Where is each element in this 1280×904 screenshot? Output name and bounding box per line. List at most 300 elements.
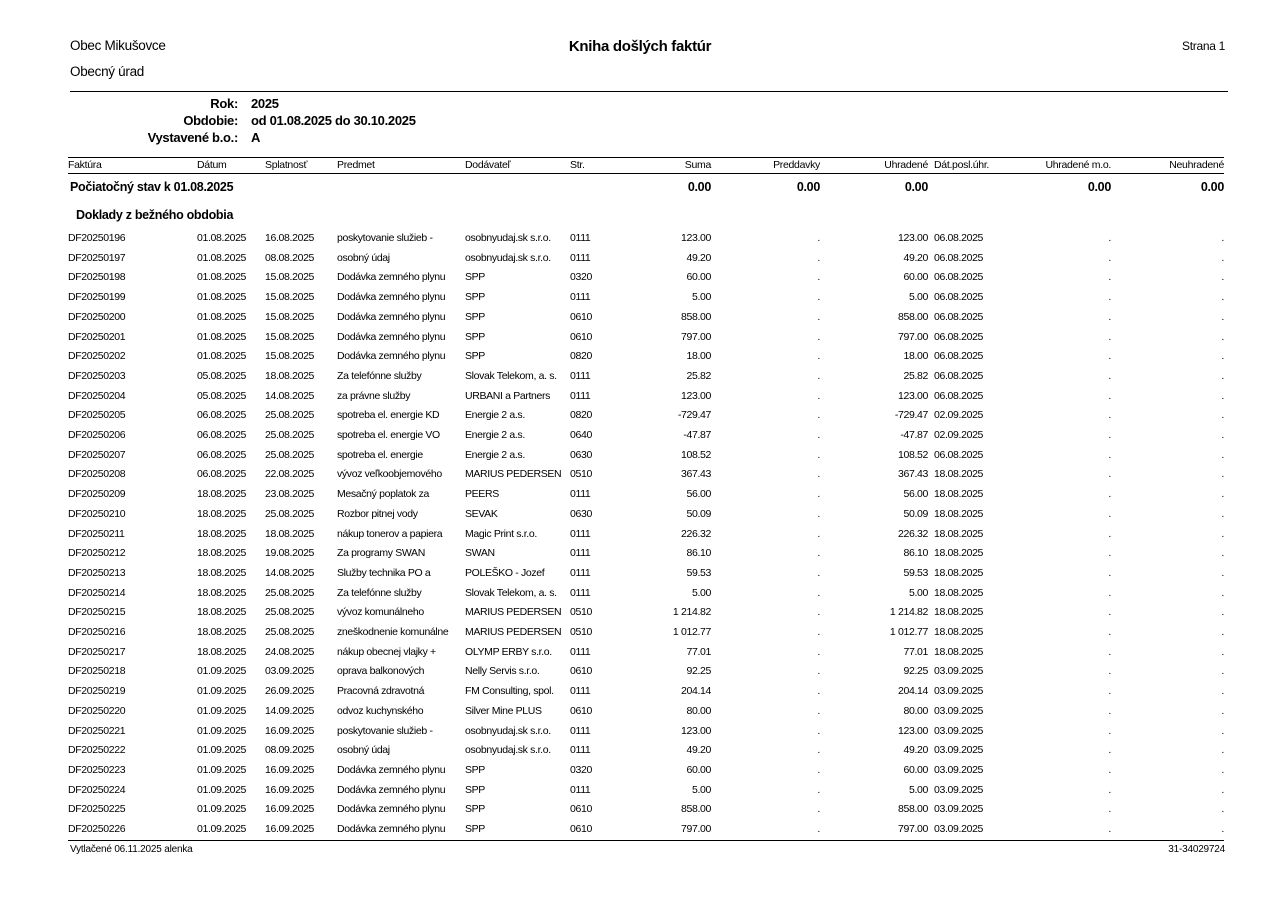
cell-neuhradene: . [1221,586,1224,599]
cell-dat-posl-uhr: 06.08.2025 [934,291,984,304]
cell-dat-posl-uhr: 06.08.2025 [934,389,984,402]
cell-faktura: DF20250197 [68,251,126,264]
column-header-suma: Suma [615,158,711,174]
header-divider [70,91,1228,92]
cell-neuhradene: . [1221,350,1224,363]
cell-datum: 18.08.2025 [197,488,247,501]
cell-uhradene: 123.00 [897,724,928,737]
cell-neuhradene: . [1221,251,1224,264]
meta-row-period [68,112,416,129]
cell-splatnost: 15.08.2025 [265,291,315,304]
meta-row-issued [68,129,416,146]
cell-dodavatel: Nelly Servis s.r.o. [465,665,540,678]
cell-splatnost: 15.08.2025 [265,271,315,284]
cell-suma: 797.00 [680,823,711,836]
cell-splatnost: 16.09.2025 [265,783,315,796]
cell-suma: -47.87 [683,429,711,442]
cell-predmet: spotreba el. energie [337,448,423,461]
cell-suma: 25.82 [686,369,711,382]
cell-uhradene: 797.00 [897,330,928,343]
cell-splatnost: 25.08.2025 [265,507,315,520]
table-row [68,761,1224,781]
cell-neuhradene: . [1221,803,1224,816]
cell-dodavatel: URBANI a Partners [465,389,551,402]
cell-dat-posl-uhr: 03.09.2025 [934,803,984,816]
table-row [68,623,1224,643]
cell-uhradene-mo: . [1108,310,1111,323]
cell-str: 0610 [570,803,592,816]
cell-dodavatel: Magic Print s.r.o. [465,527,537,540]
cell-splatnost: 15.08.2025 [265,350,315,363]
cell-faktura: DF20250214 [68,586,126,599]
cell-str: 0510 [570,606,592,619]
cell-faktura: DF20250204 [68,389,126,402]
cell-preddavky: . [817,468,820,481]
cell-neuhradene: . [1221,527,1224,540]
cell-dat-posl-uhr: 03.09.2025 [934,724,984,737]
cell-faktura: DF20250218 [68,665,126,678]
org-unit: Obecný úrad [70,64,144,79]
cell-dodavatel: Silver Mine PLUS [465,704,542,717]
cell-faktura: DF20250206 [68,429,126,442]
cell-predmet: vývoz komunálneho [337,606,424,619]
cell-datum: 05.08.2025 [197,369,247,382]
column-header-uhradene-mo: Uhradené m.o. [1004,158,1111,174]
cell-uhradene: 49.20 [903,744,928,757]
cell-preddavky: . [817,744,820,757]
cell-predmet: Dodávka zemného plynu [337,350,446,363]
cell-neuhradene: . [1221,547,1224,560]
table-row [68,722,1224,742]
section-header-label: Doklady z bežného obdobia [76,208,234,222]
cell-str: 0111 [570,369,591,382]
table-row [68,564,1224,584]
cell-predmet: Rozbor pitnej vody [337,507,418,520]
cell-predmet: Pracovná zdravotná [337,685,425,698]
cell-dodavatel: SWAN [465,547,495,560]
cell-str: 0111 [570,291,591,304]
cell-datum: 18.08.2025 [197,507,247,520]
cell-uhradene-mo: . [1108,488,1111,501]
cell-suma: -729.47 [677,409,711,422]
cell-splatnost: 15.08.2025 [265,330,315,343]
cell-uhradene-mo: . [1108,291,1111,304]
cell-preddavky: . [817,369,820,382]
cell-datum: 06.08.2025 [197,468,247,481]
meta-value-period: od 01.08.2025 do 30.10.2025 [251,113,416,128]
cell-dodavatel: osobnyudaj.sk s.r.o. [465,744,551,757]
table-row [68,347,1224,367]
cell-uhradene-mo: . [1108,409,1111,422]
cell-suma: 77.01 [686,645,711,658]
cell-preddavky: . [817,566,820,579]
cell-preddavky: . [817,724,820,737]
cell-suma: 367.43 [680,468,711,481]
cell-uhradene: 80.00 [903,704,928,717]
cell-uhradene: 123.00 [897,389,928,402]
cell-suma: 86.10 [686,547,711,560]
cell-dat-posl-uhr: 18.08.2025 [934,547,984,560]
cell-dat-posl-uhr: 02.09.2025 [934,409,984,422]
cell-preddavky: . [817,507,820,520]
cell-datum: 01.08.2025 [197,330,247,343]
cell-dat-posl-uhr: 06.08.2025 [934,310,984,323]
cell-dat-posl-uhr: 06.08.2025 [934,369,984,382]
cell-dodavatel: SEVAK [465,507,498,520]
cell-dat-posl-uhr: 18.08.2025 [934,586,984,599]
cell-preddavky: . [817,271,820,284]
cell-faktura: DF20250220 [68,704,126,717]
cell-uhradene: -47.87 [900,429,928,442]
cell-uhradene: 123.00 [897,232,928,244]
cell-suma: 59.53 [686,566,711,579]
table-row [68,485,1224,505]
table-row [68,308,1224,328]
page-number: Strana 1 [1182,39,1225,53]
table-row [68,702,1224,722]
cell-preddavky: . [817,626,820,639]
cell-str: 0111 [570,566,591,579]
cell-dodavatel: Energie 2 a.s. [465,448,525,461]
cell-str: 0510 [570,626,592,639]
cell-dodavatel: osobnyudaj.sk s.r.o. [465,251,551,264]
table-row [68,682,1224,702]
cell-splatnost: 25.08.2025 [265,409,315,422]
cell-suma: 49.20 [686,744,711,757]
table-row [68,229,1224,249]
table-row [68,367,1224,387]
column-header-dodavatel: Dodávateľ [465,158,570,174]
cell-uhradene-mo: . [1108,271,1111,284]
cell-predmet: Služby technika PO a [337,566,431,579]
table-row [68,800,1224,820]
cell-faktura: DF20250211 [68,527,125,540]
column-header-predmet: Predmet [337,158,465,174]
cell-dodavatel: Slovak Telekom, a. s. [465,369,557,382]
cell-str: 0510 [570,468,592,481]
cell-splatnost: 23.08.2025 [265,488,315,501]
cell-str: 0820 [570,350,592,363]
cell-faktura: DF20250221 [68,724,126,737]
cell-uhradene-mo: . [1108,547,1111,560]
cell-neuhradene: . [1221,606,1224,619]
cell-faktura: DF20250219 [68,685,126,698]
cell-datum: 18.08.2025 [197,566,247,579]
cell-uhradene: 0.00 [904,180,928,194]
cell-predmet: odvoz kuchynského [337,704,424,717]
cell-uhradene: 5.00 [908,783,928,796]
cell-splatnost: 16.09.2025 [265,763,315,776]
cell-datum: 01.09.2025 [197,803,247,816]
cell-neuhradene: . [1221,232,1224,244]
cell-neuhradene: . [1221,468,1224,481]
report-meta [68,95,416,146]
cell-dat-posl-uhr: 18.08.2025 [934,566,984,579]
table-row [68,465,1224,485]
cell-datum: 18.08.2025 [197,626,247,639]
cell-faktura: DF20250207 [68,448,126,461]
cell-suma: 60.00 [686,271,711,284]
table-row [68,603,1224,623]
cell-faktura: DF20250215 [68,606,126,619]
cell-splatnost: 24.08.2025 [265,645,315,658]
footer-printed: Vytlačené 06.11.2025 alenka [70,844,193,855]
column-header-datum: Dátum [197,158,265,174]
cell-predmet: Dodávka zemného plynu [337,763,446,776]
table-row [68,662,1224,682]
cell-neuhradene: . [1221,744,1224,757]
meta-label-issued: Vystavené b.o.: [147,130,238,145]
table-row [68,387,1224,407]
cell-faktura: DF20250210 [68,507,126,520]
cell-str: 0111 [570,389,591,402]
cell-uhradene-mo: . [1108,645,1111,658]
cell-neuhradene: . [1221,271,1224,284]
cell-splatnost: 26.09.2025 [265,685,315,698]
cell-predmet: Dodávka zemného plynu [337,291,446,304]
cell-neuhradene: . [1221,724,1224,737]
cell-datum: 01.08.2025 [197,271,247,284]
cell-dat-posl-uhr: 18.08.2025 [934,488,984,501]
cell-suma: 56.00 [686,488,711,501]
cell-uhradene: 858.00 [897,803,928,816]
meta-label-period: Obdobie: [183,113,238,128]
cell-faktura: DF20250217 [68,645,126,658]
cell-dodavatel: Energie 2 a.s. [465,429,525,442]
cell-dat-posl-uhr: 06.08.2025 [934,271,984,284]
column-header-splatnost: Splatnosť [265,158,337,174]
column-header-dat-posl-uhr: Dát.posl.úhr. [928,158,1004,174]
cell-dat-posl-uhr: 18.08.2025 [934,468,984,481]
report-title: Kniha došlých faktúr [568,38,712,55]
cell-predmet: Dodávka zemného plynu [337,310,446,323]
cell-datum: 01.09.2025 [197,823,247,836]
cell-splatnost: 25.08.2025 [265,448,315,461]
cell-suma: 797.00 [680,330,711,343]
cell-uhradene: 77.01 [903,645,928,658]
cell-predmet: poskytovanie služieb - [337,724,433,737]
cell-neuhradene: . [1221,783,1224,796]
cell-uhradene-mo: . [1108,823,1111,836]
cell-uhradene: 50.09 [903,507,928,520]
table-row [68,426,1224,446]
table-row [68,820,1224,840]
cell-preddavky: . [817,429,820,442]
table-row [68,781,1224,801]
cell-faktura: DF20250198 [68,271,126,284]
cell-preddavky: . [817,783,820,796]
cell-dat-posl-uhr: 06.08.2025 [934,330,984,343]
cell-splatnost: 16.09.2025 [265,724,315,737]
cell-preddavky: . [817,409,820,422]
cell-uhradene-mo: 0.00 [1087,180,1111,194]
cell-faktura: DF20250224 [68,783,126,796]
cell-uhradene: 59.53 [903,566,928,579]
cell-dat-posl-uhr: 18.08.2025 [934,645,984,658]
cell-faktura: DF20250213 [68,566,126,579]
cell-uhradene-mo: . [1108,330,1111,343]
cell-suma: 226.32 [680,527,711,540]
cell-str: 0320 [570,271,592,284]
cell-faktura: DF20250212 [68,547,126,560]
cell-datum: 01.08.2025 [197,291,247,304]
cell-neuhradene: . [1221,763,1224,776]
cell-preddavky: . [817,330,820,343]
cell-splatnost: 14.08.2025 [265,389,315,402]
cell-uhradene: 92.25 [903,665,928,678]
cell-str: 0111 [570,586,591,599]
cell-uhradene: 86.10 [903,547,928,560]
cell-suma: 123.00 [680,724,711,737]
opening-balance-label: Počiatočný stav k 01.08.2025 [70,180,234,194]
cell-neuhradene: . [1221,448,1224,461]
invoice-table [68,157,1224,841]
cell-preddavky: . [817,823,820,836]
cell-suma: 49.20 [686,251,711,264]
cell-preddavky: . [817,310,820,323]
cell-uhradene: 226.32 [897,527,928,540]
cell-str: 0820 [570,409,592,422]
cell-preddavky: . [817,350,820,363]
cell-suma: 5.00 [691,291,711,304]
cell-dodavatel: SPP [465,823,485,836]
cell-uhradene: 108.52 [897,448,928,461]
cell-datum: 06.08.2025 [197,429,247,442]
cell-preddavky: . [817,251,820,264]
cell-preddavky: . [817,527,820,540]
cell-neuhradene: . [1221,685,1224,698]
cell-predmet: Mesačný poplatok za [337,488,429,501]
cell-predmet: Dodávka zemného plynu [337,803,446,816]
cell-dat-posl-uhr: 06.08.2025 [934,448,984,461]
cell-dodavatel: SPP [465,763,485,776]
cell-dat-posl-uhr: 18.08.2025 [934,507,984,520]
cell-uhradene: 60.00 [903,271,928,284]
cell-suma: 1 012.77 [672,626,711,639]
cell-preddavky: . [817,665,820,678]
cell-predmet: spotreba el. energie VO [337,429,440,442]
cell-dodavatel: SPP [465,330,485,343]
cell-dat-posl-uhr: 06.08.2025 [934,350,984,363]
table-row [68,505,1224,525]
cell-uhradene: 49.20 [903,251,928,264]
cell-uhradene-mo: . [1108,704,1111,717]
cell-predmet: Dodávka zemného plynu [337,271,446,284]
meta-label-year: Rok: [210,96,238,111]
cell-preddavky: . [817,803,820,816]
cell-neuhradene: . [1221,291,1224,304]
cell-str: 0320 [570,763,592,776]
opening-balance-row [68,174,1224,202]
cell-datum: 01.09.2025 [197,665,247,678]
cell-dodavatel: MARIUS PEDERSEN [465,468,562,481]
cell-str: 0111 [570,232,591,244]
cell-suma: 5.00 [691,586,711,599]
cell-preddavky: . [817,685,820,698]
cell-predmet: Za programy SWAN [337,547,425,560]
cell-suma: 50.09 [686,507,711,520]
column-header-faktura: Faktúra [68,158,197,174]
cell-uhradene: 1 012.77 [889,626,928,639]
cell-dat-posl-uhr: 03.09.2025 [934,685,984,698]
cell-faktura: DF20250196 [68,232,126,244]
column-header-neuhradene: Neuhradené [1111,158,1224,174]
cell-str: 0111 [570,251,591,264]
cell-uhradene: -729.47 [894,409,928,422]
cell-suma: 858.00 [680,803,711,816]
cell-dat-posl-uhr: 06.08.2025 [934,232,984,244]
cell-uhradene-mo: . [1108,606,1111,619]
cell-datum: 01.09.2025 [197,744,247,757]
cell-dodavatel: FM Consulting, spol. [465,685,554,698]
table-row [68,741,1224,761]
cell-str: 0640 [570,429,592,442]
column-header-uhradene: Uhradené [820,158,928,174]
cell-uhradene: 797.00 [897,823,928,836]
cell-datum: 01.08.2025 [197,350,247,363]
cell-uhradene-mo: . [1108,566,1111,579]
cell-str: 0610 [570,310,592,323]
table-row [68,446,1224,466]
table-row [68,249,1224,269]
cell-predmet: spotreba el. energie KD [337,409,440,422]
cell-predmet: Za telefónne služby [337,586,422,599]
cell-uhradene-mo: . [1108,251,1111,264]
cell-uhradene: 858.00 [897,310,928,323]
cell-predmet: Dodávka zemného plynu [337,330,446,343]
cell-preddavky: . [817,763,820,776]
cell-uhradene-mo: . [1108,803,1111,816]
cell-datum: 06.08.2025 [197,448,247,461]
org-name: Obec Mikušovce [70,38,166,53]
cell-dodavatel: SPP [465,350,485,363]
table-row [68,544,1224,564]
table-row [68,288,1224,308]
cell-preddavky: . [817,547,820,560]
cell-dodavatel: POLEŠKO - Jozef [465,566,545,579]
cell-str: 0630 [570,448,592,461]
cell-preddavky: . [817,448,820,461]
cell-preddavky: . [817,232,820,244]
cell-dat-posl-uhr: 03.09.2025 [934,744,984,757]
cell-splatnost: 15.08.2025 [265,310,315,323]
cell-predmet: Dodávka zemného plynu [337,783,446,796]
cell-dodavatel: SPP [465,803,485,816]
cell-suma: 858.00 [680,310,711,323]
cell-uhradene: 204.14 [897,685,928,698]
cell-datum: 05.08.2025 [197,389,247,402]
cell-dodavatel: SPP [465,271,485,284]
cell-suma: 123.00 [680,389,711,402]
cell-suma: 80.00 [686,704,711,717]
table-row [68,268,1224,288]
cell-predmet: poskytovanie služieb - [337,232,433,244]
cell-splatnost: 25.08.2025 [265,626,315,639]
cell-predmet: nákup obecnej vlajky + [337,645,436,658]
cell-predmet: osobný údaj [337,744,390,757]
cell-uhradene-mo: . [1108,507,1111,520]
cell-suma: 18.00 [686,350,711,363]
cell-uhradene-mo: . [1108,626,1111,639]
cell-str: 0610 [570,665,592,678]
cell-dodavatel: MARIUS PEDERSEN [465,626,562,639]
cell-suma: 5.00 [691,783,711,796]
cell-neuhradene: . [1221,369,1224,382]
cell-splatnost: 14.09.2025 [265,704,315,717]
cell-neuhradene: . [1221,665,1224,678]
cell-neuhradene: . [1221,488,1224,501]
cell-dodavatel: Energie 2 a.s. [465,409,525,422]
